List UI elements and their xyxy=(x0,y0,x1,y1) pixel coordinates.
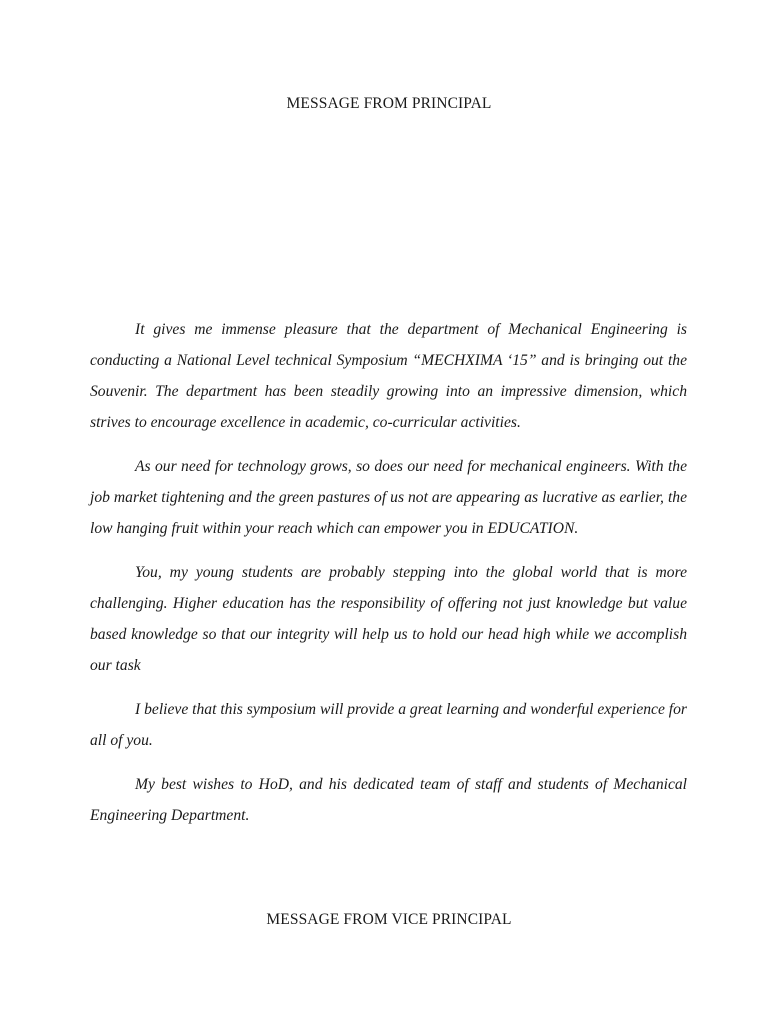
message-paragraph-1: It gives me immense pleasure that the department of Mechanical Engineering is conducting a National Level technical Symposium “MECHXIMA ‘15” and is bringing out the Souvenir. The department has been steadily growing into an impressive dimension, which strives to encourage excellence in academic, co-curricular activities. xyxy=(90,321,687,431)
message-paragraph-2: As our need for technology grows, so does our need for mechanical engineers. With the job market tightening and the green pastures of us not are appearing as lucrative as earlier, the low hanging fruit within your reach which can empower you in EDUCATION. xyxy=(90,458,687,537)
vice-principal-message-heading: MESSAGE FROM VICE PRINCIPAL xyxy=(266,911,512,928)
principal-message-heading: MESSAGE FROM PRINCIPAL xyxy=(286,95,492,112)
principal-message-body xyxy=(90,314,687,844)
message-paragraph-5: My best wishes to HoD, and his dedicated team of staff and students of Mechanical Engineering Department. xyxy=(90,776,687,824)
message-paragraph-4: I believe that this symposium will provide a great learning and wonderful experience for all of you. xyxy=(90,701,687,749)
message-paragraph-3: You, my young students are probably stepping into the global world that is more challenging. Higher education has the responsibility of offering not just knowledge but value based knowledge so that our integrity will help us to hold our head high while we accomplish our task xyxy=(90,564,687,674)
